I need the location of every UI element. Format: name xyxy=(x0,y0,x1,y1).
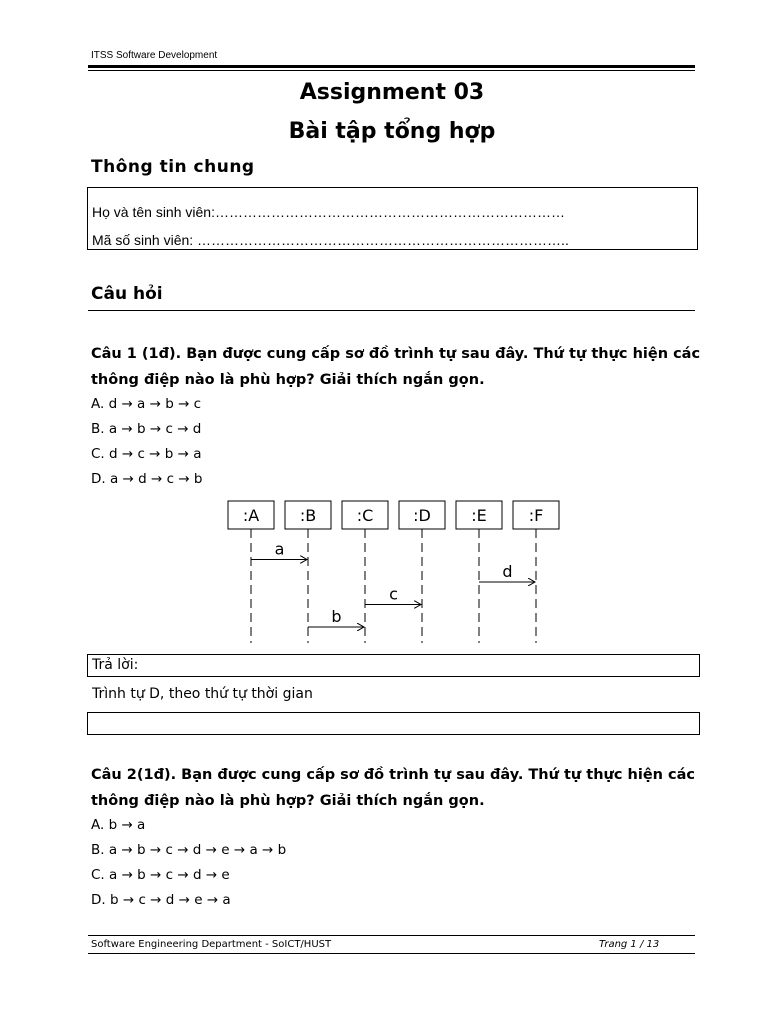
header-rule-thin xyxy=(88,70,695,71)
answer-box xyxy=(87,654,700,677)
answer-text: Trình tự D, theo thứ tự thời gian xyxy=(92,686,313,702)
lifeline-label: :B xyxy=(299,506,317,525)
question-2-prompt: Câu 2(1đ). Bạn được cung cấp sơ đồ trình tự sau đây. Thứ tự thực hiện các thông điệp nào là phù hợp? Giải thích ngắn gọn. xyxy=(91,767,695,809)
question-1-option-a: A. d → a → b → c xyxy=(91,396,202,412)
lifeline-label: :F xyxy=(528,506,544,525)
message-label: c xyxy=(389,584,398,604)
question-1-option-b: B. a → b → c → d xyxy=(91,421,202,437)
questions-heading: Câu hỏi xyxy=(91,284,163,304)
footer-rule-bottom xyxy=(88,953,695,954)
question-2-option-d: D. b → c → d → e → a xyxy=(91,892,231,908)
student-name-line: Họ và tên sinh viên:………………………………………………………………… xyxy=(92,204,565,220)
lifeline-label: :D xyxy=(413,506,431,525)
question-2-option-a: A. b → a xyxy=(91,817,146,833)
footer-rule xyxy=(88,935,695,936)
student-id-line: Mã số sinh viên: …………………………………………………………………….. xyxy=(92,232,569,248)
question-1-option-d: D. a → d → c → b xyxy=(91,471,203,487)
question-1-prompt: Câu 1 (1đ). Bạn được cung cấp sơ đồ trình tự sau đây. Thứ tự thực hiện các thông điệp nào là phù hợp? Giải thích ngắn gọn. xyxy=(91,346,701,388)
sequence-diagram xyxy=(220,495,570,645)
running-header: ITSS Software Development xyxy=(91,50,218,61)
message-label: d xyxy=(502,562,513,581)
message-label: b xyxy=(331,607,342,626)
lifeline-label: :C xyxy=(356,506,374,525)
lifeline-label: :E xyxy=(471,506,487,525)
questions-rule xyxy=(88,310,695,311)
question-2-option-c: C. a → b → c → d → e xyxy=(91,867,230,883)
header-rule-thick xyxy=(88,65,695,68)
message-label: a xyxy=(274,539,285,559)
general-info-heading: Thông tin chung xyxy=(91,157,255,177)
assignment-title: Assignment 03 xyxy=(299,80,485,105)
answer-input-box[interactable] xyxy=(87,712,700,735)
lifeline-label: :A xyxy=(242,506,260,525)
answer-label: Trả lời: xyxy=(92,657,139,673)
footer-department: Software Engineering Department - SoICT/HUST xyxy=(91,939,332,950)
question-2-option-b: B. a → b → c → d → e → a → b xyxy=(91,842,287,858)
question-1-option-c: C. d → c → b → a xyxy=(91,446,202,462)
footer-page-number: Trang 1 / 13 xyxy=(599,939,660,950)
assignment-subtitle: Bài tập tổng hợp xyxy=(288,119,496,144)
